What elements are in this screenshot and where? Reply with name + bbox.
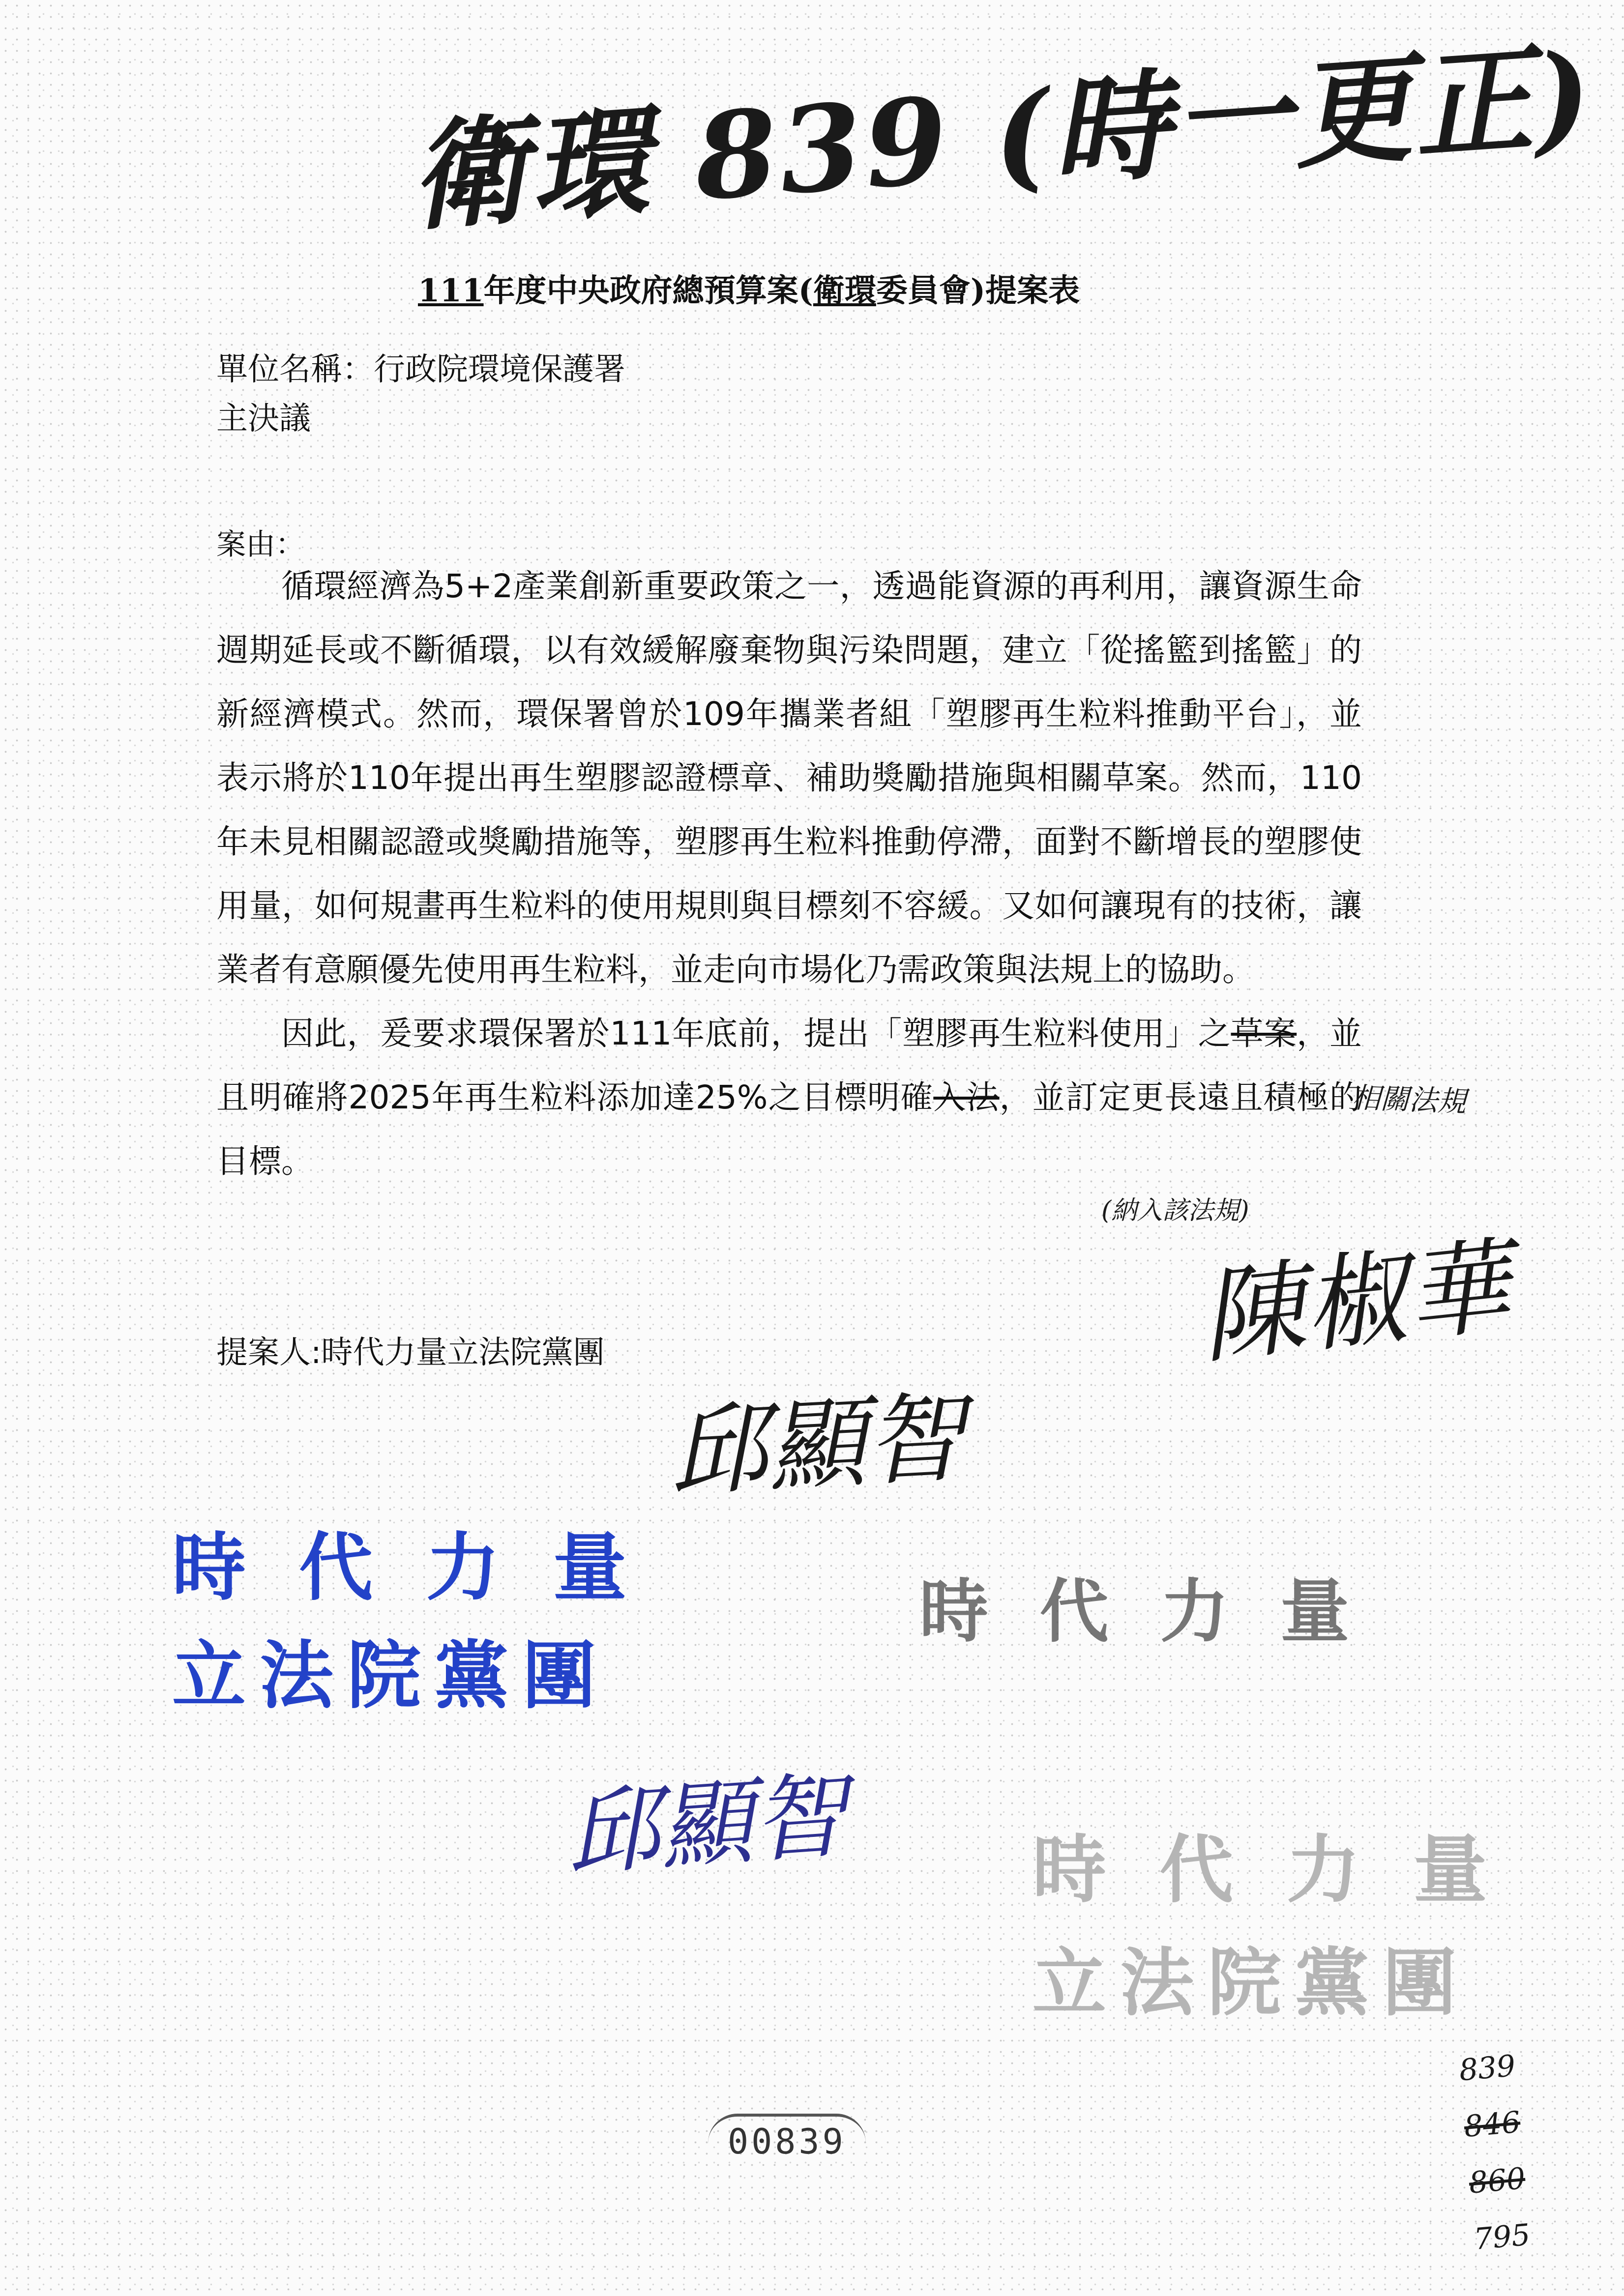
form-title [418, 265, 1080, 311]
margin-note: 860 [1467, 2161, 1527, 2201]
unit-value: 行政院環境保護署 [374, 351, 625, 388]
struck-text-law: 入法 [933, 1078, 1000, 1116]
title-part-a: 年度中央政府總預算案( [483, 272, 813, 309]
margin-notes [1426, 2035, 1563, 2270]
resolution-label: 主決議 [216, 401, 311, 437]
paragraph-2-tail: ，並訂定更長遠且積極的目標。 [216, 1078, 1362, 1180]
handwritten-header: 衛環 839 (時一更正) [405, 26, 1598, 247]
party-stamp-gray-2 [1033, 1814, 1501, 2040]
reason-body [216, 554, 1362, 1193]
paragraph-2-lead: 因此，爰要求環保署於111年底前，提出「塑膠再生粒料使用」之 [281, 1015, 1231, 1052]
paragraph-2-mid: ，並且明確將2025年再生粒料添加達25%之目標明確 [216, 1015, 1362, 1116]
unit-line [216, 344, 625, 389]
margin-note: 846 [1462, 2105, 1522, 2145]
paragraph-2 [216, 1002, 1362, 1193]
proposer-line: 提案人:時代力量立法院黨團 [216, 1335, 605, 1371]
party-stamp-gray-1 [919, 1563, 1363, 1661]
page-number: 00839 [708, 2114, 866, 2167]
margin-note: 839 [1457, 2048, 1517, 2088]
stamp-line: 立法院黨團 [1033, 1941, 1471, 2026]
unit-label: 單位名稱： [216, 351, 374, 388]
handwritten-insert-regulations: 相關法規 [1351, 1080, 1467, 1119]
stamp-line: 時 代 力 量 [172, 1525, 641, 1611]
handwritten-insert-include: (納入該法規) [1101, 1196, 1249, 1225]
struck-text-draft: 草案 [1231, 1015, 1297, 1052]
signature-chen: 陳椒華 [1195, 1225, 1516, 1378]
reason-label: 案由： [216, 527, 305, 562]
party-stamp-blue [172, 1514, 641, 1730]
stamp-line: 時 代 力 量 [919, 1572, 1363, 1652]
signature-qiu-2: 邱顯智 [562, 1761, 850, 1889]
paragraph-1: 循環經濟為5+2產業創新重要政策之一，透過能資源的再利用，讓資源生命週期延長或不斷循環，以有效緩解廢棄物與污染問題，建立「從搖籃到搖籃」的新經濟模式。然而，環保署曾於109年攜業者組「塑膠再生粒料推動平台」，並表示將於110年提出再生塑膠認證標章、補助獎勵措施與相關草案。然而，110年未見相關認證或獎勵措施等，塑膠再生粒料推動停滯，面對不斷增長的塑膠使用量，如何規畫再生粒料的使用規則與目標刻不容緩。又如何讓現有的技術，讓業者有意願優先使用再生粒料，並走向市場化乃需政策與法規上的協助。 [216, 567, 1362, 988]
title-year: 111 [418, 272, 484, 309]
margin-note: 795 [1472, 2217, 1532, 2257]
title-part-b: 委員會)提案表 [876, 272, 1080, 309]
signature-qiu-1: 邱顯智 [666, 1380, 967, 1511]
stamp-line: 時 代 力 量 [1033, 1828, 1501, 1913]
stamp-line: 立法院黨團 [172, 1633, 610, 1719]
title-committee: 衛環 [813, 272, 876, 309]
